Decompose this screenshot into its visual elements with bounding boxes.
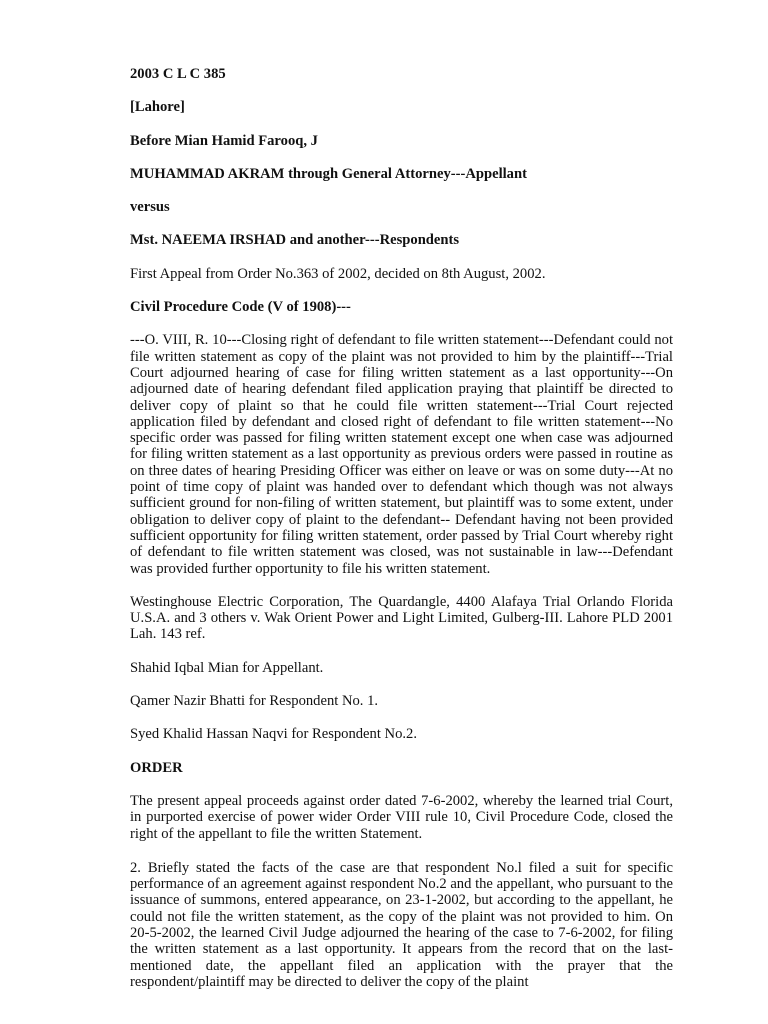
counsel-respondent-1: Qamer Nazir Bhatti for Respondent No. 1. [130,693,379,710]
bench: Before Mian Hamid Farooq, J [130,132,318,149]
case-reference: Westinghouse Electric Corporation, The Quardangle, 4400 Alafaya Trial Orlando Florida U.S.A. and 3 others v. Wak Orient Power and Light Limited, Gulberg-III. Lahore PLD 2001 Lah. 143 ref. [130,593,673,643]
appellant-title: MUHAMMAD AKRAM through General Attorney---Appellant [130,165,527,182]
order-paragraph-1: The present appeal proceeds against order dated 7-6-2002, whereby the learned trial Court, in purported exercise of power wider Order VIII rule 10, Civil Procedure Code, closed the right of the appellant to file the written Statement. [130,792,673,842]
order-paragraph-2: 2. Briefly stated the facts of the case are that respondent No.l filed a suit for specific performance of an agreement against respondent No.2 and the appellant, who pursuant to the issuance of summons, entered appearance, on 23-1-2002, but according to the appellant, he could not file the written statement, as the copy of the plaint was not provided to him. On 20-5-2002, the learned Civil Judge adjourned the hearing of the case to 7-6-2002, for filing the written statement as a last opportunity. It appears from the record that on the last-mentioned date, the appellant filed an application with the prayer that the respondent/plaintiff may be directed to deliver the copy of the plaint [130,859,673,990]
respondents-title: Mst. NAEEMA IRSHAD and another---Respondents [130,232,460,249]
headnote-summary: ---O. VIII, R. 10---Closing right of defendant to file written statement---Defendant could not file written statement as copy of the plaint was not provided to him by the plaintiff---Trial Court adjourned hearing of case for filing written statement as a last opportunity---On adjourned date of hearing defendant filed application praying that plaintiff be directed to deliver copy of plaint so that he could file written statement---Trial Court rejected application filed by defendant and closed right of defendant to file written statement---No specific order was passed for filing written statement except one when case was adjourned for filing written statement as a last opportunity as previous orders were passed in routine as on three dates of hearing Presiding Officer was either on leave or was on some duty---At no point of time copy of plaint was handed over to defendant which though was not always sufficient ground for non-filing of written statement, but plaintiff was to some extent, under obligation to deliver copy of plaint to the defendant-- Defendant having not been provided sufficient opportunity for filing written statement, order passed by Trial Court whereby right of defendant to file written statement was closed, was not sustainable in law---Defendant was provided further opportunity to file his written statement. [130,332,673,577]
judgment-body [130,66,673,990]
citation: 2003 C L C 385 [130,66,226,82]
statute-heading: Civil Procedure Code (V of 1908)--- [130,299,351,316]
order-heading: ORDER [130,759,183,776]
appeal-info: First Appeal from Order No.363 of 2002, decided on 8th August, 2002. [130,265,546,282]
counsel-respondent-2: Syed Khalid Hassan Naqvi for Respondent No.2. [130,726,417,743]
versus: versus [130,199,170,216]
court-name: [Lahore] [130,99,185,116]
counsel-appellant: Shahid Iqbal Mian for Appellant. [130,659,324,676]
